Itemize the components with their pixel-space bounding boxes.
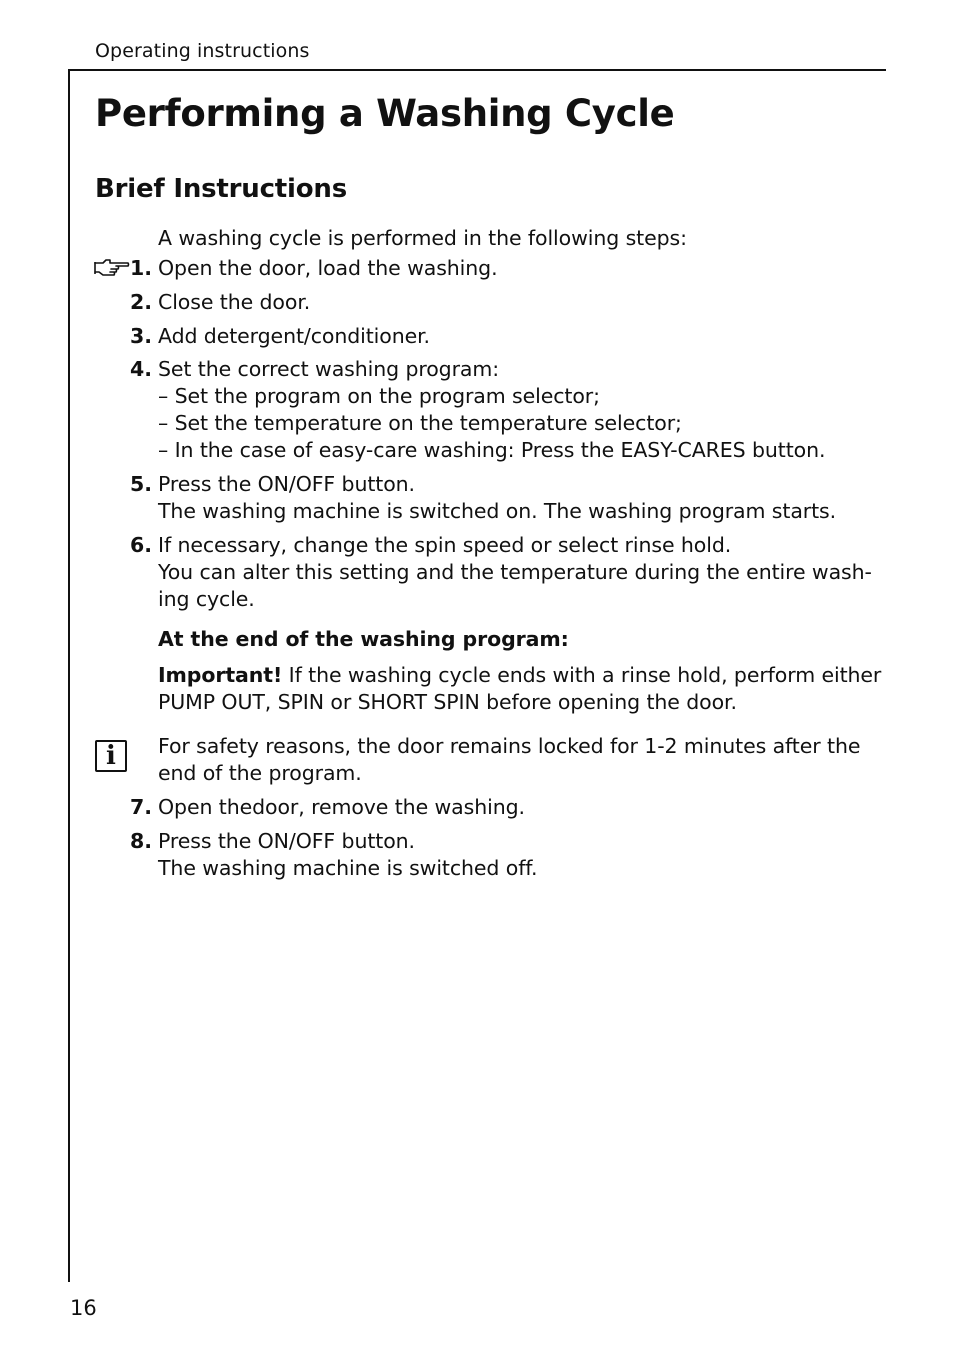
step-number: 2.	[129, 290, 152, 314]
step-text: Close the door.	[158, 290, 311, 314]
header-rule	[68, 69, 886, 71]
step-subitem: – Set the temperature on the temperature selector;	[158, 411, 682, 435]
important-text: PUMP OUT, SPIN or SHORT SPIN before opening the door.	[158, 690, 737, 714]
step-text: The washing machine is switched on. The washing program starts.	[158, 499, 837, 523]
step-number: 8.	[129, 829, 152, 853]
important-label: Important!	[158, 663, 283, 687]
end-heading: At the end of the washing program:	[158, 627, 569, 651]
step-number: 7.	[129, 795, 152, 819]
section-title: Brief Instructions	[95, 174, 347, 204]
step-text: The washing machine is switched off.	[158, 856, 538, 880]
step-text: Set the correct washing program:	[158, 357, 500, 381]
step-subitem: – Set the program on the program selector;	[158, 384, 600, 408]
step-subitem: – In the case of easy-care washing: Press the EASY-CARES button.	[158, 438, 826, 462]
info-text: end of the program.	[158, 761, 362, 785]
step-number: 6.	[129, 533, 152, 557]
important-note	[158, 662, 881, 689]
page-number: 16	[70, 1296, 97, 1320]
step-text: Open thedoor, remove the washing.	[158, 795, 525, 819]
step-text: Press the ON/OFF button.	[158, 829, 415, 853]
step-number: 3.	[129, 324, 152, 348]
step-text: Add detergent/conditioner.	[158, 324, 430, 348]
info-icon-glyph: i	[106, 741, 116, 771]
info-icon	[95, 740, 127, 772]
step-text: ing cycle.	[158, 587, 255, 611]
step-number: 4.	[129, 357, 152, 381]
important-text: If the washing cycle ends with a rinse hold, perform either	[282, 663, 882, 687]
step-text: Press the ON/OFF button.	[158, 472, 415, 496]
step-text: Open the door, load the washing.	[158, 256, 498, 280]
intro-text: A washing cycle is performed in the following steps:	[158, 226, 687, 250]
running-header: Operating instructions	[95, 40, 310, 62]
info-text: For safety reasons, the door remains locked for 1-2 minutes after the	[158, 734, 861, 758]
step-text: If necessary, change the spin speed or select rinse hold.	[158, 533, 732, 557]
page-title: Performing a Washing Cycle	[95, 92, 675, 135]
step-number: 1.	[129, 256, 152, 280]
step-text: You can alter this setting and the temperature during the entire wash-	[158, 560, 872, 584]
margin-rule	[68, 69, 70, 1282]
step-number: 5.	[129, 472, 152, 496]
